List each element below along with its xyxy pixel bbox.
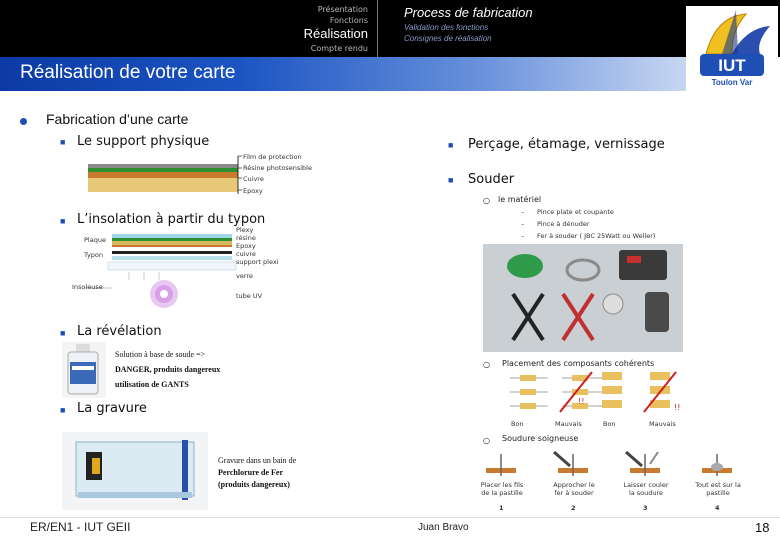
footer-divider xyxy=(0,517,780,518)
square-bullet-icon: ■ xyxy=(60,137,66,147)
step-number-1: 1 xyxy=(499,504,504,512)
revelation-title: La révélation xyxy=(77,324,162,339)
page-number: 18 xyxy=(755,520,770,535)
gravure-text-1: Gravure dans un bain de xyxy=(218,456,297,465)
placement-label-mauvais-2: Mauvais xyxy=(649,420,676,428)
soudure-bullet-icon: ○ xyxy=(483,436,490,445)
top-navigation-bar xyxy=(0,0,780,57)
insolation-label-cuivre: cuivre xyxy=(236,250,256,258)
gravure-text-2: Perchlorure de Fer xyxy=(218,468,284,477)
materiel-item-3: Fer à souder ( JBC 25Watt ou Weller) xyxy=(537,232,656,240)
placement-label-bon-2: Bon xyxy=(603,420,616,428)
nav-link-presentation[interactable]: Présentation xyxy=(317,5,368,14)
nav-link-fonctions[interactable]: Fonctions xyxy=(329,16,368,25)
step-number-3: 3 xyxy=(643,504,648,512)
insolation-label-verre: verre xyxy=(236,272,253,280)
dash-icon: – xyxy=(521,220,525,228)
nav-link-realisation-active[interactable]: Réalisation xyxy=(303,26,368,41)
support-title: Le support physique xyxy=(77,134,210,149)
footer-author: Juan Bravo xyxy=(418,522,469,533)
svg-text:!!: !! xyxy=(578,397,585,406)
insolation-label-insoleuse: Insoleuse xyxy=(72,283,103,291)
step-number-2: 2 xyxy=(571,504,576,512)
logo-text: IUT xyxy=(718,56,746,75)
soldering-tools-photo xyxy=(483,244,683,352)
step-number-4: 4 xyxy=(715,504,720,512)
layer-label-film: Film de protection xyxy=(243,153,302,161)
insolation-label-tube: tube UV xyxy=(236,292,263,300)
souder-title: Souder xyxy=(468,172,515,187)
nav-link-compte-rendu[interactable]: Compte rendu xyxy=(310,44,368,53)
soudure-label-2: Approcher le fer à souder xyxy=(553,481,595,497)
soudure-label-4: Tout est sur la pastille xyxy=(695,481,741,497)
layer-label-resine: Résine photosensible xyxy=(243,164,312,172)
materiel-bullet-icon: ○ xyxy=(483,196,490,205)
gravure-title: La gravure xyxy=(77,401,147,416)
materiel-label: le matériel xyxy=(498,195,542,204)
dash-icon: – xyxy=(521,208,525,216)
revelation-text-3: utilisation de GANTS xyxy=(115,380,189,389)
materiel-item-2: Pince à dénuder xyxy=(537,220,590,228)
nav-link-validation[interactable]: Validation des fonctions xyxy=(404,23,489,32)
footer-course-label: ER/EN1 - IUT GEII xyxy=(30,520,131,534)
layer-label-cuivre: Cuivre xyxy=(243,175,264,183)
insolation-label-epoxy: Epoxy xyxy=(236,242,256,250)
dash-icon: – xyxy=(521,232,525,240)
materiel-item-1: Pince plate et coupante xyxy=(537,208,614,216)
placement-text: Placement des composants cohérents xyxy=(502,359,655,368)
square-bullet-icon: ■ xyxy=(448,175,454,185)
revelation-text-2: DANGER, produits dangereux xyxy=(115,365,221,374)
insolation-label-resine: résine xyxy=(236,234,256,242)
placement-label-bon-1: Bon xyxy=(511,420,524,428)
insolation-label-support: support plexi xyxy=(236,258,279,266)
insolation-label-typon: Typon xyxy=(84,251,104,259)
percage-title: Perçage, étamage, vernissage xyxy=(468,137,665,152)
square-bullet-icon: ■ xyxy=(60,405,66,415)
placement-label-mauvais-1: Mauvais xyxy=(555,420,582,428)
square-bullet-icon: ■ xyxy=(448,140,454,150)
nav-link-consignes[interactable]: Consignes de réalisation xyxy=(404,34,492,43)
placement-bullet-icon: ○ xyxy=(483,360,490,369)
insolation-title: L’insolation à partir du typon xyxy=(77,212,266,227)
iut-logo xyxy=(686,6,778,92)
svg-text:!!: !! xyxy=(674,403,681,412)
gravure-text-3: (produits dangereux) xyxy=(218,480,290,489)
logo-subtext: Toulon Var xyxy=(711,78,753,87)
gravure-tank-image xyxy=(62,432,208,510)
soudure-label-1: Placer les fils de la pastille xyxy=(480,481,524,497)
soudure-text: Soudure soigneuse xyxy=(502,434,579,443)
bullet-icon xyxy=(20,118,27,125)
main-bullet-text: Fabrication d’une carte xyxy=(46,111,189,127)
nav-divider xyxy=(377,0,378,57)
soudure-label-3: Laisser couler la soudure xyxy=(623,481,669,497)
soudure-steps-diagram xyxy=(476,448,746,512)
square-bullet-icon: ■ xyxy=(60,216,66,226)
nav-link-process-fabrication[interactable]: Process de fabrication xyxy=(404,5,533,20)
insolation-label-plexy: Plexy xyxy=(236,226,254,234)
revelation-text-1: Solution à base de soude => xyxy=(115,350,206,359)
layer-label-epoxy: Epoxy xyxy=(243,187,263,195)
square-bullet-icon: ■ xyxy=(60,328,66,338)
insolation-label-plaque: Plaque xyxy=(84,236,106,244)
page-title: Réalisation de votre carte xyxy=(20,62,236,83)
soude-bottle-image xyxy=(62,342,106,398)
